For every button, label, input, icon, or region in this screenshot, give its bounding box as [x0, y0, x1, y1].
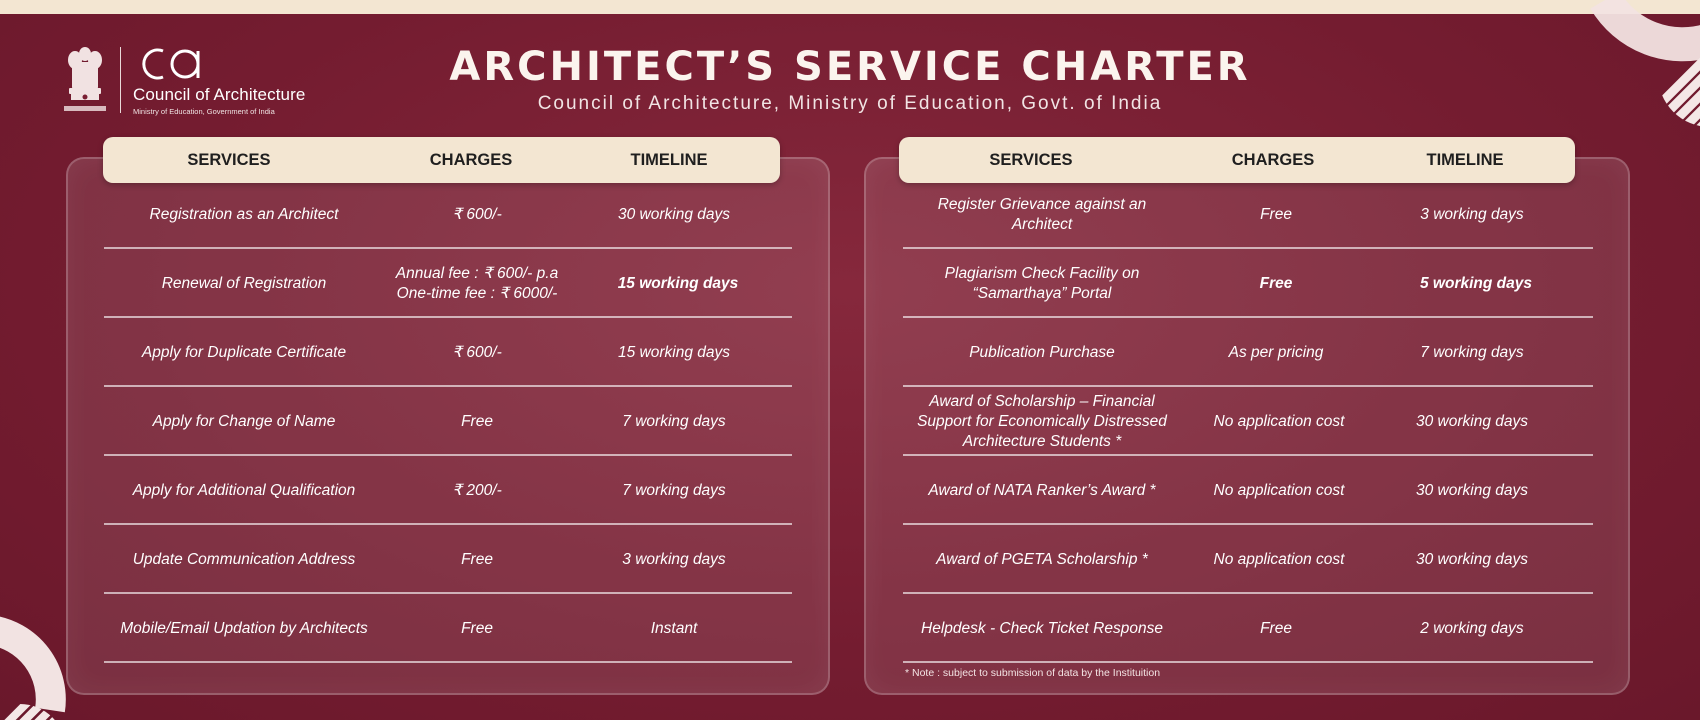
- timeline-cell: 3 working days: [622, 550, 726, 568]
- right-table-header: [899, 137, 1575, 183]
- charges-cell: Free: [1259, 274, 1293, 292]
- table-row: [104, 387, 792, 456]
- right-table-body: [903, 180, 1593, 663]
- service-cell: Award of Scholarship – Financial Support for Economically Distressed Architecture Students *: [917, 392, 1167, 450]
- table-row: [903, 318, 1593, 387]
- timeline-cell: 15 working days: [617, 343, 730, 361]
- timeline-cell: 7 working days: [1420, 343, 1524, 361]
- services-column-header: SERVICES: [989, 151, 1073, 169]
- charges-cell: Free: [461, 412, 493, 430]
- charges-cell: Annual fee : ₹ 600/- p.a One-time fee : ₹ 6000/-: [395, 264, 559, 302]
- table-row: [903, 249, 1593, 318]
- org-name: Council of Architecture: [133, 84, 306, 104]
- services-column-header: SERVICES: [187, 151, 271, 169]
- table-row: [903, 525, 1593, 594]
- service-cell: Helpdesk - Check Ticket Response: [921, 619, 1163, 637]
- table-row: [104, 249, 792, 318]
- table-row: [104, 180, 792, 249]
- left-table-body: [104, 180, 792, 663]
- left-table-header: [103, 137, 780, 183]
- service-cell: Update Communication Address: [132, 550, 356, 568]
- timeline-cell: 2 working days: [1420, 619, 1524, 637]
- charges-cell: Free: [1260, 619, 1292, 637]
- service-cell: Apply for Change of Name: [152, 412, 336, 430]
- table-row: [104, 318, 792, 387]
- timeline-column-header: TIMELINE: [1426, 151, 1504, 169]
- table-row: [903, 180, 1593, 249]
- service-cell: Award of NATA Ranker’s Award *: [928, 481, 1156, 499]
- charges-cell: ₹ 600/-: [452, 205, 502, 223]
- table-row: [104, 525, 792, 594]
- ca-logo-mark: [133, 45, 213, 83]
- table-row: [903, 387, 1593, 456]
- service-cell: Publication Purchase: [969, 343, 1115, 361]
- page-header: [430, 42, 1270, 115]
- coa-logo: [62, 44, 305, 116]
- page-title: ARCHITECT’S SERVICE CHARTER: [449, 44, 1251, 90]
- charges-cell: Free: [1260, 205, 1292, 223]
- logo-divider: [120, 47, 121, 113]
- service-cell: Plagiarism Check Facility on “Samarthaya” Portal: [944, 264, 1140, 302]
- service-cell: Mobile/Email Updation by Architects: [120, 619, 368, 637]
- charges-cell: No application cost: [1213, 550, 1345, 568]
- page-subtitle: Council of Architecture, Ministry of Education, Govt. of India: [537, 93, 1163, 114]
- charges-cell: Free: [461, 619, 493, 637]
- charges-cell: No application cost: [1213, 481, 1345, 499]
- footnote: * Note : subject to submission of data by the Instituition: [905, 667, 1161, 679]
- timeline-cell: 3 working days: [1420, 205, 1524, 223]
- national-emblem-icon: [62, 44, 108, 116]
- timeline-column-header: TIMELINE: [630, 151, 708, 169]
- timeline-cell: 30 working days: [1415, 481, 1528, 499]
- timeline-cell: Instant: [650, 619, 698, 637]
- timeline-cell: 7 working days: [622, 481, 726, 499]
- service-cell: Registration as an Architect: [149, 205, 339, 223]
- timeline-cell: 5 working days: [1420, 274, 1532, 292]
- org-subtitle: Ministry of Education, Government of India: [133, 106, 275, 116]
- charges-column-header: CHARGES: [429, 151, 513, 169]
- charges-cell: No application cost: [1213, 412, 1345, 430]
- charges-cell: ₹ 200/-: [452, 481, 502, 499]
- table-row: [903, 456, 1593, 525]
- timeline-cell: 15 working days: [617, 274, 739, 292]
- timeline-cell: 30 working days: [617, 205, 730, 223]
- service-cell: Renewal of Registration: [161, 274, 327, 292]
- charges-cell: ₹ 600/-: [452, 343, 502, 361]
- timeline-cell: 30 working days: [1415, 412, 1528, 430]
- timeline-cell: 7 working days: [622, 412, 726, 430]
- table-row: [104, 456, 792, 525]
- timeline-cell: 30 working days: [1415, 550, 1528, 568]
- service-cell: Apply for Additional Qualification: [132, 481, 356, 499]
- table-row: [903, 594, 1593, 663]
- service-cell: Register Grievance against an Architect: [937, 195, 1147, 233]
- service-cell: Apply for Duplicate Certificate: [141, 343, 347, 361]
- service-cell: Award of PGETA Scholarship *: [936, 550, 1148, 568]
- decorative-stripe-shape-top-right: [1560, 0, 1700, 140]
- charges-cell: Free: [461, 550, 493, 568]
- table-row: [104, 594, 792, 663]
- charges-cell: As per pricing: [1228, 343, 1324, 361]
- top-cream-bar: [0, 0, 1700, 14]
- charges-column-header: CHARGES: [1231, 151, 1315, 169]
